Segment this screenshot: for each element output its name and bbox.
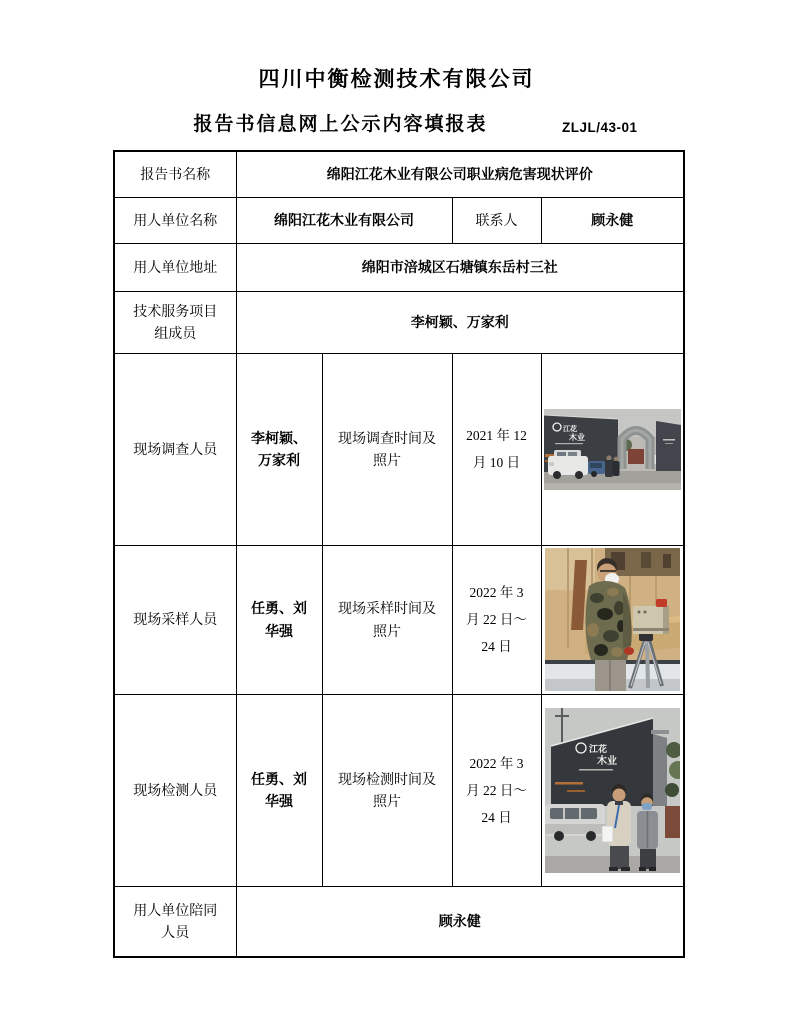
company-title: 四川中衡检测技术有限公司 bbox=[258, 68, 535, 91]
report-info-table bbox=[113, 150, 685, 958]
site-sampling-time-label: 现场采样时间及照片 bbox=[322, 545, 452, 694]
row-report-name bbox=[114, 151, 684, 197]
project-team-label: 技术服务项目组成员 bbox=[114, 291, 236, 353]
site-sampling-date: 2022 年 3 月 22 日～24 日 bbox=[452, 545, 541, 694]
site-survey-persons: 李柯颖、万家利 bbox=[236, 353, 322, 545]
row-site-survey bbox=[114, 353, 684, 545]
site-survey-photo-cell bbox=[541, 353, 684, 545]
row-project-team bbox=[114, 291, 684, 353]
row-site-sampling bbox=[114, 545, 684, 694]
site-testing-persons: 任勇、刘华强 bbox=[236, 694, 322, 886]
svg-text:江花: 江花 bbox=[588, 743, 607, 754]
svg-text:木业: 木业 bbox=[596, 755, 617, 767]
svg-text:江花: 江花 bbox=[562, 425, 577, 433]
escort-value: 顾永健 bbox=[236, 886, 684, 957]
employer-name-label: 用人单位名称 bbox=[114, 197, 236, 243]
site-testing-photo-cell bbox=[541, 694, 684, 886]
row-employer-name bbox=[114, 197, 684, 243]
site-survey-label: 现场调查人员 bbox=[114, 353, 236, 545]
site-sampling-label: 现场采样人员 bbox=[114, 545, 236, 694]
form-title: 报告书信息网上公示内容填报表 bbox=[193, 114, 488, 135]
employer-name-value: 绵阳江花木业有限公司 bbox=[236, 197, 452, 243]
svg-text:木业: 木业 bbox=[568, 432, 585, 442]
row-site-testing bbox=[114, 694, 684, 886]
site-survey-date: 2021 年 12 月 10 日 bbox=[452, 353, 541, 545]
site-testing-time-label: 现场检测时间及照片 bbox=[322, 694, 452, 886]
row-employer-address bbox=[114, 243, 684, 291]
site-testing-label: 现场检测人员 bbox=[114, 694, 236, 886]
form-code: ZLJL/43-01 bbox=[562, 120, 638, 135]
escort-label: 用人单位陪同人员 bbox=[114, 886, 236, 957]
employer-address-label: 用人单位地址 bbox=[114, 243, 236, 291]
site-sampling-persons: 任勇、刘华强 bbox=[236, 545, 322, 694]
employer-address-value: 绵阳市涪城区石塘镇东岳村三社 bbox=[236, 243, 684, 291]
row-escort bbox=[114, 886, 684, 957]
site-survey-time-label: 现场调查时间及照片 bbox=[322, 353, 452, 545]
site-sampling-photo-cell bbox=[541, 545, 684, 694]
contact-value: 顾永健 bbox=[541, 197, 684, 243]
site-testing-two-men-photo bbox=[545, 708, 680, 873]
project-team-value: 李柯颖、万家利 bbox=[236, 291, 684, 353]
site-testing-date: 2022 年 3 月 22 日～24 日 bbox=[452, 694, 541, 886]
workshop-sampling-photo bbox=[545, 548, 680, 691]
report-name-value: 绵阳江花木业有限公司职业病危害现状评价 bbox=[236, 151, 684, 197]
contact-label: 联系人 bbox=[452, 197, 541, 243]
factory-gate-entrance-photo bbox=[544, 409, 681, 490]
report-name-label: 报告书名称 bbox=[114, 151, 236, 197]
